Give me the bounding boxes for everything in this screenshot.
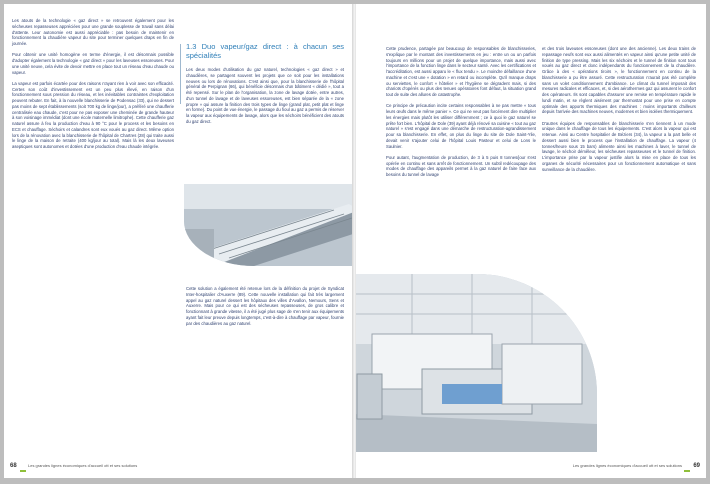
laundry-machine-illustration <box>184 184 353 266</box>
paragraph: Cette prudence, partagée par beaucoup de responsables de blanchisseries, s'explique par le montant des investissements en jeu : entre un ou un parfois toujours en millions pour un projet de quelque importance, mais aussi avec l'importance de la fonction linge dans le secteur santé. Avec les certifications et l'accréditation, est aussi apparu le « flux tendu ». Le moindre défaillance d'une machine et c'est une « dotation » en retard ou incomplète. Qu'il manque draps ou serviettes, le confort « hôtelier » et l'hygiène se dégradent mais, si des chariots d'opérés ou plus des tenues opératoires font défaut, la situation grand tout de suite des allures de catastrophe. <box>386 46 536 97</box>
paragraph: Pour obtenir une unité homogène en terme d'énergie, il est désormais possible d'adopter également la technologie « gaz direct » pour les laveuses essoreuses. Pour une unité neuve, cela évite de devoir mettre en place tout un réseau d'eau chaude ou vapeur. <box>12 52 174 75</box>
folio-accent <box>20 470 26 472</box>
section-divider <box>180 44 181 104</box>
left-column-2-bottom <box>186 286 344 332</box>
laundry-machine-photo <box>184 184 353 266</box>
paragraph: D'autres équipes de responsables de blanchisserie s'en tiennent à un mode unique dans le chauffage de tous les équipements. C'est alors la vapeur qui est retenue. Ainsi au Centre hospitalier de Béziers (34), la vapeur a la part belle et dessert aussi bien le process que l'installation de chauffage. La vapeur (4 tonnes/heure sous 15 bars) alimente ainsi les machines à laver, le tunnel de lavage, le séchoir démêleur, les sécheuses repasseuses et le tunnel de finition. L'importance prise par la vapeur justifie alors la mise en place de tous les organes de sécurité nécessaires pour un fonctionnement automatique et sans surveillance de la chaudière. <box>542 120 696 172</box>
page-number: 68 <box>10 463 17 469</box>
left-column-1 <box>12 18 174 155</box>
laundry-hall-photo <box>356 274 597 452</box>
paragraph: Cette solution a également été retenue lors de la définition du projet de Syndicat Inter-hospitalier d'Auxerre (89). Cette nouvelle installation qui fait très largement appel au gaz naturel dessert les hôpitaux des villes d'Avallon, Nemours, Sens et Auxerre. Mais pour ce qui est des sécheuses repasseuses, de gros calibre et fonctionnant à grande vitesse, il a été jugé plus sage de s'en tenir aux équipements ayant fait leur preuve depuis longtemps, c'est-à-dire à chauffage par vapeur, fournie par des chaudières au gaz naturel. <box>186 286 344 326</box>
paragraph: Ce principe de précaution incite certains responsables à ne pas mettre « tous leurs œufs dans le même panier ». Ce qui ne veut pas forcément dire multiplier les énergies mais plutôt les utiliser différemment ; ce à quoi le gaz naturel se prête fort bien. L'hôpital de Dole (39) ayant déjà rénové sa cuisine « tout au gaz naturel » s'est engagé dans une démarche de restructuration-agrandissement pour sa blanchisserie. En effet, on plus du linge du site de Dole Saint-Ylie, devait venir s'ajouter celui de l'hôpital Louis Pasteur et celui de Lons le Saulnier. <box>386 103 536 149</box>
left-page <box>4 4 353 478</box>
running-footer: Les grandes lignes économiques d'accueil ott et ses solutions <box>28 463 138 468</box>
section-heading: 1.3 Duo vapeur/gaz direct : à chacun ses spécialités <box>186 42 344 60</box>
paragraph: La vapeur est parfois écartée pour des raisons n'ayant rien à voir avec son efficacité. Certes son coût d'investissement est un peu plus élevé, en raison d'un fonctionnement sous pression du réseau, et les inévitables contraintes d'exploitation peuvent rebuter. En fait, à la nouvelle blanchisserie de Podensac (33), qui ne dessert pas moins de sept établissements (soit 700 kg de linge/jour), a préféré une chaufferie centralisée eau chaude, c'est pour ne pas exposer une cheminée de grande hauteur à son voisinage immédiat (dont une école maternelle limitrophe). Cette chaufferie gaz naturel assure à feu la production d'eau à 90 °C pour le process et les besoins en ECS et chauffage. Séchoirs et calandres sont eux voués au gaz direct. Même option lors de la rénovation avec la blanchisserie de l'hôpital de Chartres (28) qui traite aussi le linge de la maison de retraite (400 kg/jour au total). Mais là les deux laveuses aseptiques sont autonomes et dotées d'une production d'eau chaude intégrée. <box>12 80 174 149</box>
page-number: 69 <box>693 463 700 469</box>
left-column-2 <box>186 42 344 130</box>
running-footer: Les grandes lignes économiques d'accueil ott et ses solutions <box>572 463 682 468</box>
laundry-hall-illustration <box>356 274 597 452</box>
right-column-1 <box>386 46 536 183</box>
paragraph: Pour autant, l'augmentation de production, de 3 à 5 puis 8 tonnes/jour s'est opérée en continu et sans arrêt de fonctionnement. Un subtil redécoupage des modes de chauffage des appareils permet à la gaz naturel de faire face aux besoins du tunnel de lavage <box>386 154 536 177</box>
paragraph: et des trois laveuses essoreuses (dont une des ancienne). Les deux trains de repassage neufs sont eux aussi alimentés en vapeur ainsi qu'une petite unité de finition de type pressing. Mais les six séchoirs et le tunnel de finition sont tous voués au gaz direct et donc indépendants du fonctionnement de la chaudière. Grâce à des « opérations tiroirs », le fonctionnement en continu de la blanchisserie a pu être assuré. Cette restructuration n'aurait pas été complète sans un volet conditionnement d'ambiance. Le climat du tunnel imposait des mesures radicales et efficaces, et, si des aérothermes gaz qui assurent le confort des opérateurs. Ils sont capables d'assurer une remise en température rapide le lundi matin, et se règlent aisément par thermostat pour une prise en compte optimale des apports thermiques des machines : moins importants d'ailleurs depuis l'arrivée des machines neuves, modernes et bien isolées thermiquement. <box>542 46 696 115</box>
paragraph: Les deux modes d'utilisation du gaz naturel, technologies « gaz direct » et chaudières, se partagent souvent les projets que ce soit pour les installations neuves ou lors de rénovations. C'est ainsi que, pour la blanchisserie de l'hôpital général de Perpignan (66), qui bénéficie désormais d'un bâtiment « dédié », tout a été repensé. Sur le plan de l'organisation, la zone de lavage dotée, entre autres, d'un tunnel de lavage et de laveuses essoreuses, est bien séparée de la « zone propre » qui assure la finition des trois types de linge (grand plat, petit plat et linge en forme). Du point de vue énergie, le passage du fioul au gaz a permis de réserver la vapeur aux équipements de lavage, alors que les séchoirs bénéficient des atouts du gaz direct. <box>186 67 344 124</box>
folio-accent <box>684 470 690 472</box>
paragraph: Les atouts de la technologie « gaz direct » se retrouvent également pour les sécheuses repasseuses appréciées pour une grande souplesse de travail sans délai d'attente. Leur autonomie est aussi appréciable : pas besoin de maintenir en fonctionnement la chaudière vapeur du site pour terminer quelques draps en fin de journée. <box>12 18 174 46</box>
right-column-2 <box>542 46 696 178</box>
right-page <box>356 4 706 478</box>
